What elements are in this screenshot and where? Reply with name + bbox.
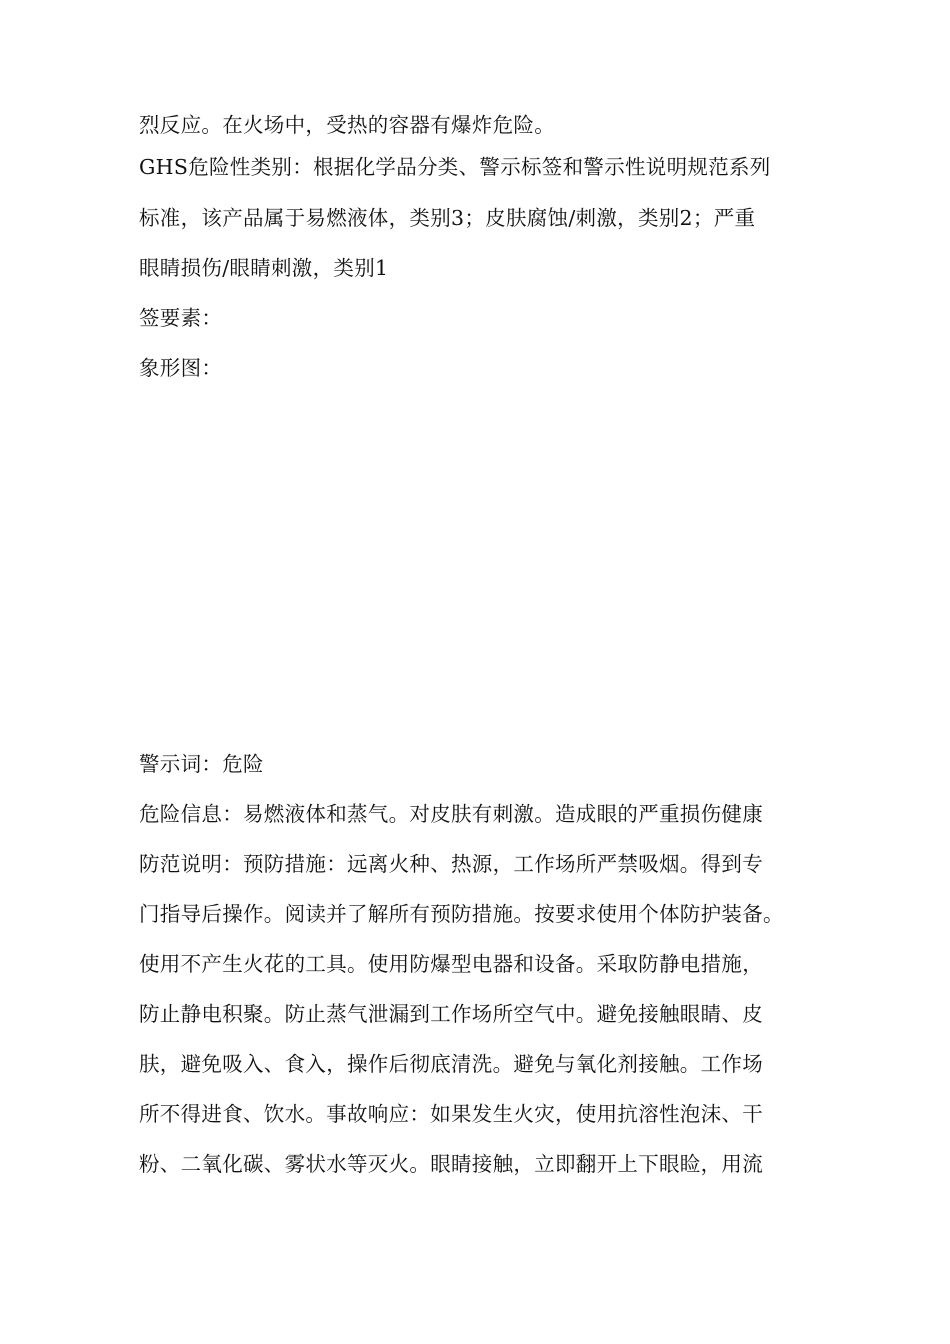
text-line-4: 眼睛损伤/眼睛刺激，类别1 [139,256,389,280]
text-line-9: 防范说明：预防措施：远离火种、热源，工作场所严禁吸烟。得到专 [139,852,763,876]
text-line-2: GHS危险性类别：根据化学品分类、警示标签和警示性说明规范系列 [139,155,771,179]
hazard-info: 危险信息：易燃液体和蒸气。对皮肤有刺激。造成眼的严重损伤健康 [139,802,763,826]
signal-word: 警示词：危险 [139,752,264,776]
text-line-1: 烈反应。在火场中，受热的容器有爆炸危险。 [139,113,555,137]
pictogram-area [139,400,819,720]
text-line-11: 使用不产生火花的工具。使用防爆型电器和设备。采取防静电措施， [139,952,763,976]
section-label-elements: 签要素： [139,306,223,330]
text-line-12: 防止静电积聚。防止蒸气泄漏到工作场所空气中。避免接触眼睛、皮 [139,1002,763,1026]
text-line-10: 门指导后操作。阅读并了解所有预防措施。按要求使用个体防护装备。 [139,902,784,926]
text-line-3: 标准，该产品属于易燃液体，类别3；皮肤腐蚀/刺激，类别2；严重 [139,206,756,230]
section-label-pictogram: 象形图： [139,356,223,380]
text-line-15: 粉、二氧化碳、雾状水等灭火。眼睛接触，立即翻开上下眼睑，用流 [139,1152,763,1176]
text-line-14: 所不得进食、饮水。事故响应：如果发生火灾，使用抗溶性泡沫、干 [139,1102,763,1126]
text-line-13: 肤，避免吸入、食入，操作后彻底清洗。避免与氧化剂接触。工作场 [139,1052,763,1076]
